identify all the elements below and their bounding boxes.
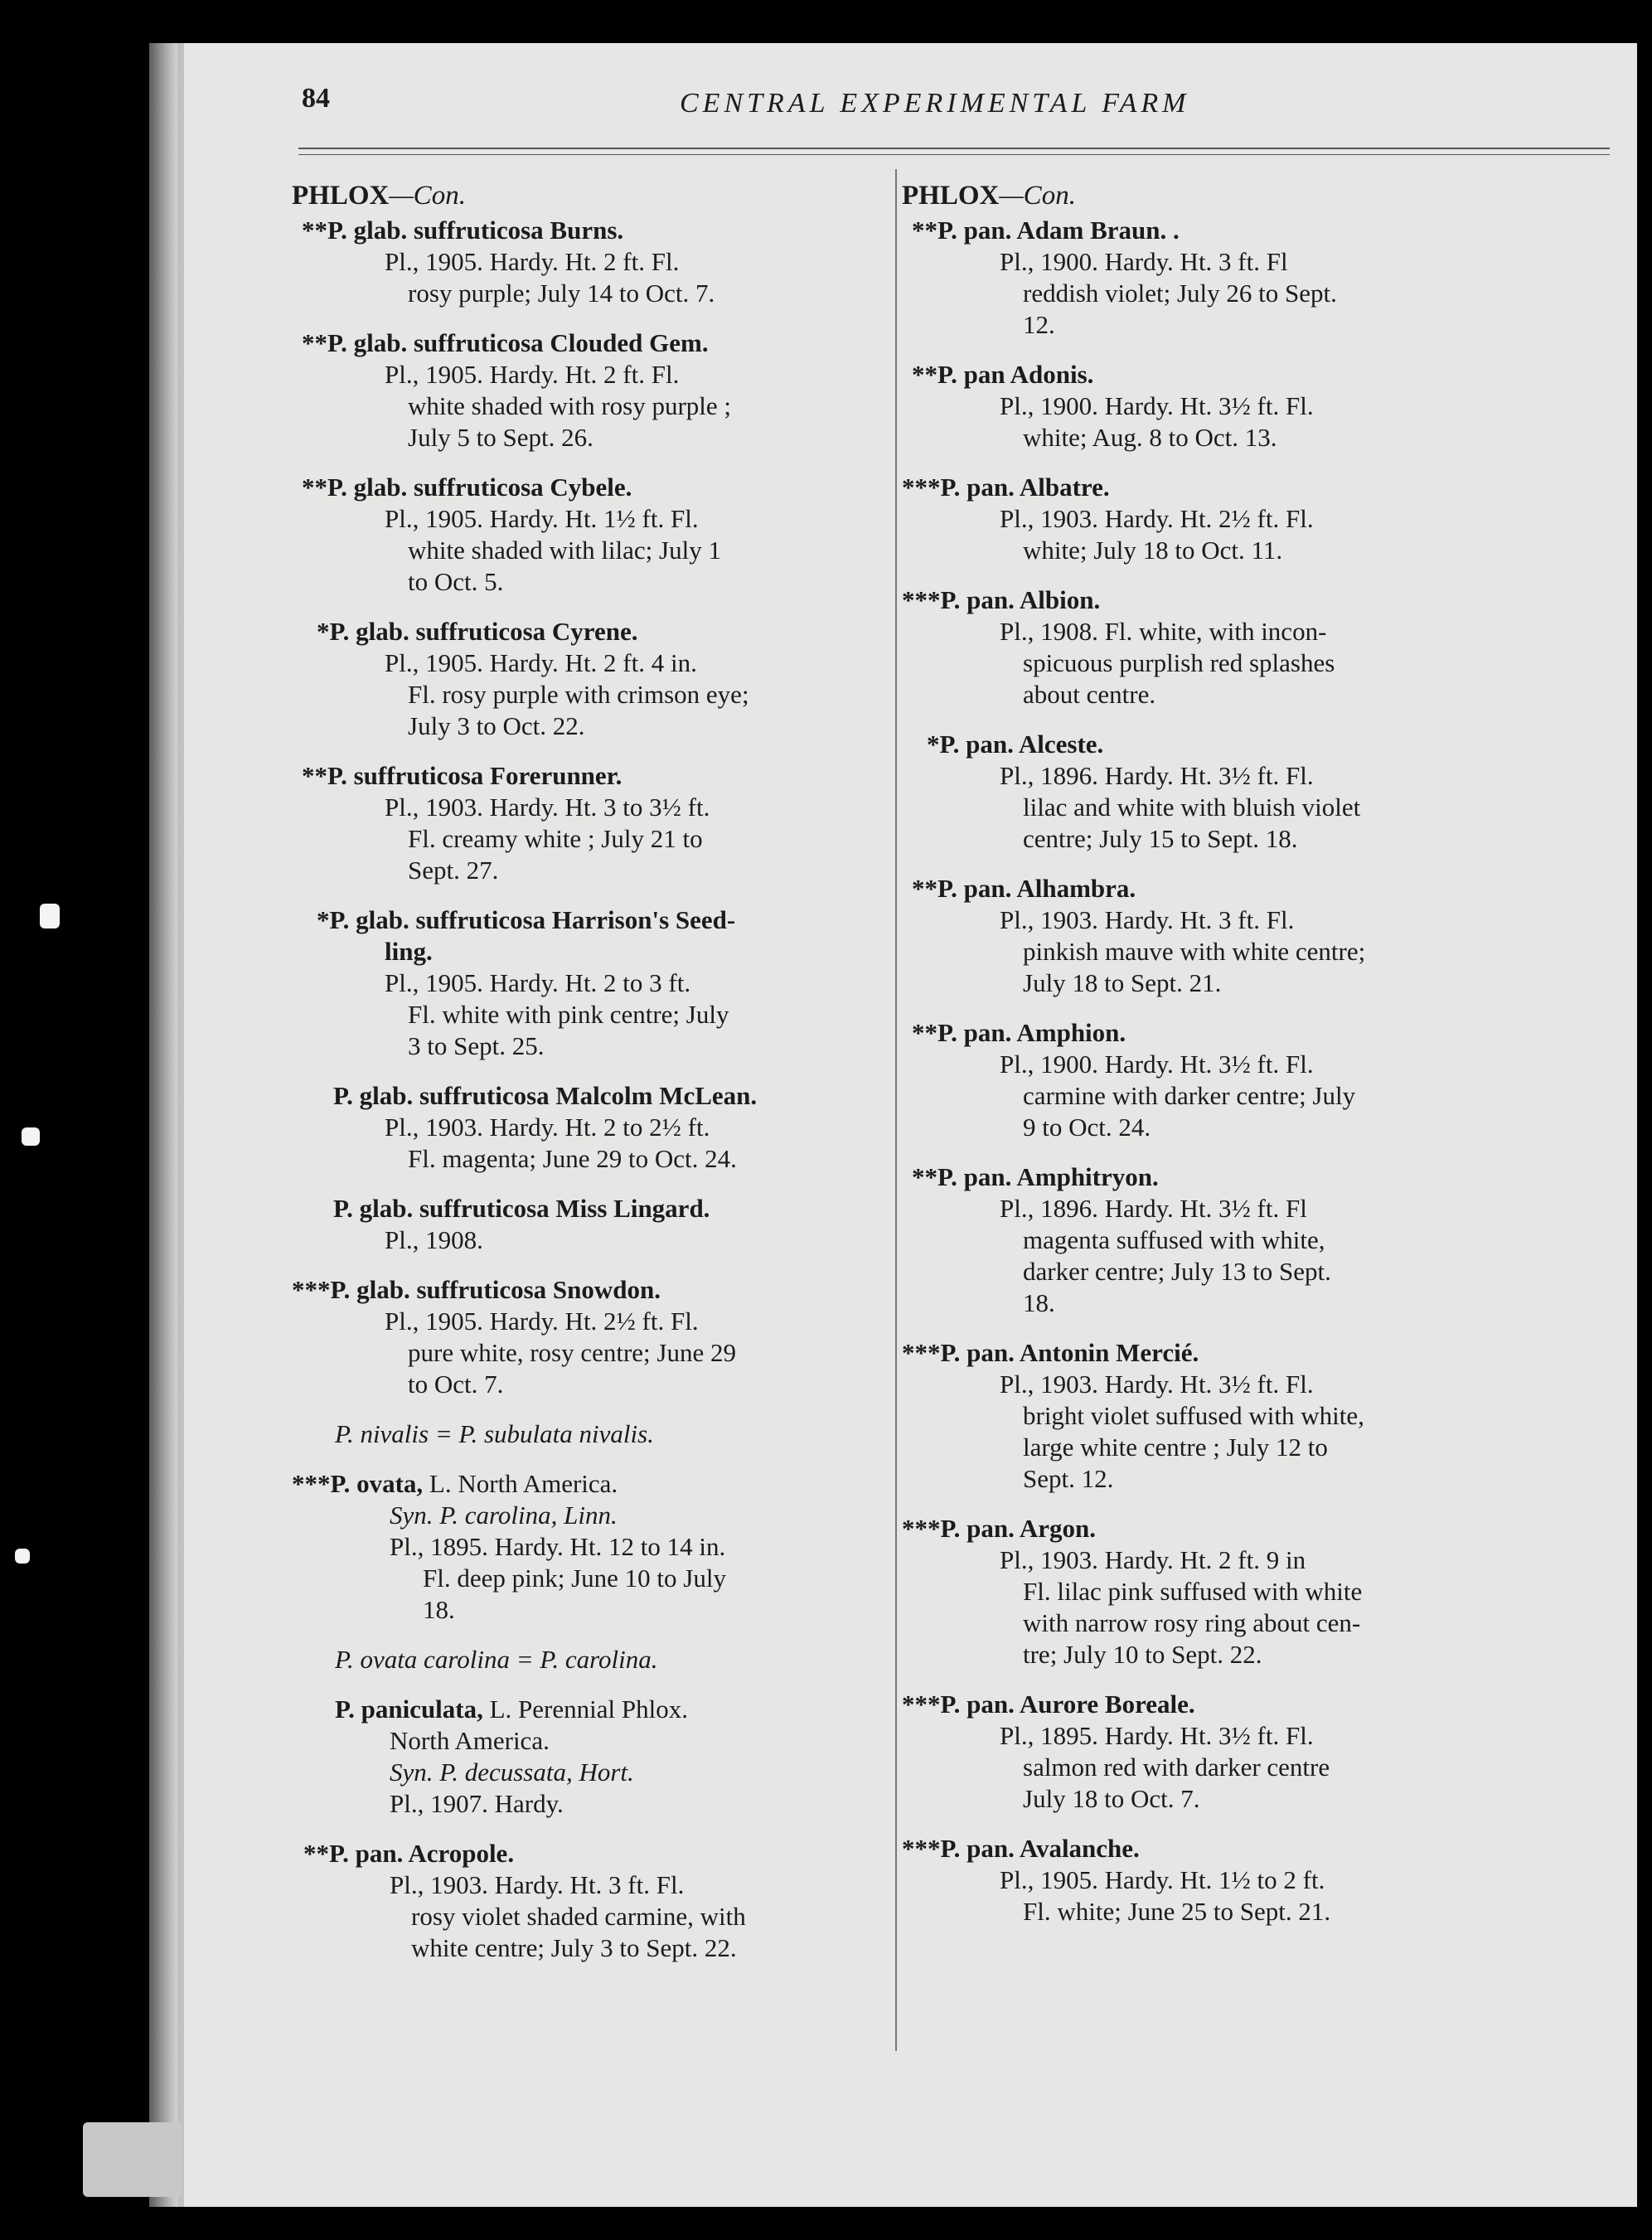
entry-desc-line: Pl., 1905. Hardy. Ht. 2 to 3 ft. [385, 968, 691, 997]
entry-desc-line: 12. [1023, 310, 1055, 339]
entry-name [303, 1838, 882, 1869]
page-number: 84 [302, 83, 330, 114]
entry [902, 359, 1625, 453]
entry-desc-line: Fl. rosy purple with crimson eye; [408, 680, 749, 709]
entry-desc-line: Pl., 1905. Hardy. Ht. 1½ to 2 ft. [1000, 1865, 1325, 1894]
entry-desc-line: Fl. deep pink; June 10 to July [423, 1564, 726, 1593]
entry-name [902, 1833, 1625, 1864]
entry-desc-line: lilac and white with bluish violet [1023, 793, 1361, 822]
entry-title: P. pan. Albatre. [940, 473, 1110, 502]
book-gutter-edge [177, 43, 184, 2207]
entry-name [927, 729, 1625, 760]
entry [902, 1689, 1625, 1815]
entry-desc-line: Pl., 1903. Hardy. Ht. 2½ ft. Fl. [1000, 504, 1314, 533]
heading-genus: PHLOX [902, 181, 1000, 211]
entry-desc-line: Sept. 27. [408, 856, 499, 885]
entry-desc-line: white shaded with lilac; July 1 [408, 536, 721, 565]
entry-stars: *** [902, 1514, 941, 1543]
entry-desc-line: spicuous purplish red splashes [1023, 648, 1335, 677]
entry-desc-line: white shaded with rosy purple ; [408, 391, 732, 420]
entry [902, 1833, 1625, 1927]
entry-desc-line: Pl., 1896. Hardy. Ht. 3½ ft. Fl [1000, 1194, 1307, 1223]
entry-title: P. pan. Alceste. [939, 730, 1104, 759]
entry-desc-line: tre; July 10 to Sept. 22. [1023, 1640, 1262, 1669]
cross-reference-note: P. ovata carolina = P. carolina. [335, 1645, 658, 1674]
heading-suffix: —Con. [389, 181, 466, 211]
entry-name [902, 1513, 1625, 1544]
entry-desc-line: pinkish mauve with white centre; [1023, 937, 1366, 966]
entry-desc-line: Fl. creamy white ; July 21 to [408, 824, 703, 853]
entry-name [302, 327, 882, 359]
entry-stars: ** [912, 216, 937, 245]
entry-title: P. glab. suffruticosa Snowdon. [330, 1275, 661, 1304]
entry-stars: * [927, 730, 940, 759]
entry-title: P. pan. Amphitryon. [937, 1162, 1159, 1191]
entry-title: P. glab. suffruticosa Burns. [327, 216, 624, 245]
entry-title: P. pan. Adam Braun. . [937, 216, 1180, 245]
left-entries [292, 215, 882, 1400]
entry-desc-line: Pl., 1903. Hardy. Ht. 3 to 3½ ft. [385, 793, 710, 822]
entry-synonym: Syn. P. decussata, Hort. [390, 1758, 634, 1787]
running-head: CENTRAL EXPERIMENTAL FARM [680, 88, 1190, 119]
entry-name [912, 359, 1625, 390]
entry-title: P. pan Adonis. [937, 360, 1094, 389]
torn-corner [83, 2122, 182, 2197]
entry-desc-line: July 3 to Oct. 22. [408, 711, 585, 740]
entry [292, 1274, 882, 1400]
heading-suffix: —Con. [999, 181, 1076, 211]
entry-title: P. pan. Antonin Mercié. [940, 1338, 1199, 1367]
entry-title: P. suffruticosa Forerunner. [327, 761, 623, 790]
entry-name [333, 1193, 882, 1224]
entry-desc-line: with narrow rosy ring about cen- [1023, 1608, 1361, 1637]
entry-stars: ** [912, 874, 937, 903]
entry-synonym: Syn. P. carolina, Linn. [390, 1501, 618, 1530]
entry-name-continuation: ling. [385, 937, 433, 966]
entry-stars: ** [302, 761, 327, 790]
scanned-page [149, 43, 1637, 2207]
entry-desc-line: carmine with darker centre; July [1023, 1081, 1356, 1110]
entry [292, 1080, 882, 1175]
entry-desc-line: July 18 to Sept. 21. [1023, 968, 1222, 997]
entry-title: P. glab. suffruticosa Harrison's Seed- [329, 905, 736, 934]
entry-title: P. pan. Alhambra. [937, 874, 1136, 903]
entry-acropole [292, 1838, 882, 1964]
entry-name [902, 1337, 1625, 1369]
scan-blemish [15, 1549, 30, 1564]
entry [292, 904, 882, 1062]
entry-name [302, 215, 882, 246]
entry [902, 584, 1625, 710]
entry-desc-line: Pl., 1896. Hardy. Ht. 3½ ft. Fl. [1000, 761, 1314, 790]
entry-desc-line: salmon red with darker centre [1023, 1753, 1330, 1782]
entry-desc-line: Sept. 12. [1023, 1464, 1114, 1493]
entry [292, 760, 882, 886]
entry-name [317, 616, 882, 647]
entry-desc-line: centre; July 15 to Sept. 18. [1023, 824, 1298, 853]
entry-desc-line: Pl., 1908. Fl. white, with incon- [1000, 617, 1327, 646]
entry-desc-line: white; July 18 to Oct. 11. [1023, 536, 1283, 565]
entry [902, 215, 1625, 341]
entry-desc-line: reddish violet; July 26 to Sept. [1023, 279, 1337, 308]
entry-desc-line: white centre; July 3 to Sept. 22. [411, 1933, 737, 1962]
entry [902, 1161, 1625, 1319]
entry-name [302, 760, 882, 792]
entry-desc-line: North America. [390, 1726, 550, 1755]
cross-reference-note: P. nivalis = P. subulata nivalis. [335, 1419, 654, 1448]
entry-desc-line: July 18 to Oct. 7. [1023, 1784, 1200, 1813]
entry-desc-line: bright violet suffused with white, [1023, 1401, 1364, 1430]
entry-desc-line: white; Aug. 8 to Oct. 13. [1023, 423, 1277, 452]
entry-name [912, 215, 1625, 246]
entry-name [317, 904, 882, 936]
entry-desc-line: 18. [423, 1595, 455, 1624]
entry-title: P. pan. Amphion. [937, 1018, 1126, 1047]
entry-stars: ** [302, 328, 327, 357]
entry-author: L. North America. [423, 1469, 618, 1498]
entry-title: P. pan. Albion. [940, 585, 1101, 614]
entry-title: P. glab. suffruticosa Cyrene. [329, 617, 638, 646]
entry-stars: ** [303, 1839, 329, 1868]
entry-name [912, 1161, 1625, 1193]
entry-desc-line: rosy purple; July 14 to Oct. 7. [408, 279, 715, 308]
entry [292, 327, 882, 453]
entry-stars: *** [902, 1834, 941, 1863]
entry-stars: ** [912, 1162, 937, 1191]
book-gutter [149, 43, 177, 2207]
entry [902, 729, 1625, 855]
entry-name [335, 1694, 882, 1725]
entry-desc-line: 18. [1023, 1288, 1055, 1317]
entry-desc-line: Fl. white with pink centre; July [408, 1000, 729, 1029]
entry-title: P. pan. Avalanche. [940, 1834, 1140, 1863]
entry-author: L. Perennial Phlox. [482, 1695, 688, 1724]
entry-desc-line: Pl., 1900. Hardy. Ht. 3 ft. Fl [1000, 247, 1288, 276]
entry-name [902, 584, 1625, 616]
entry [902, 1337, 1625, 1495]
entry-ovata [292, 1468, 882, 1626]
right-entries [902, 215, 1625, 1927]
heading-genus: PHLOX [292, 181, 390, 211]
entry-stars: *** [902, 473, 941, 502]
entry [292, 1193, 882, 1256]
entry [902, 1017, 1625, 1143]
entry-desc-line: magenta suffused with white, [1023, 1225, 1325, 1254]
entry-title: P. glab. suffruticosa Miss Lingard. [333, 1194, 710, 1223]
entry-name [902, 472, 1625, 503]
entry-title: P. paniculata, [335, 1695, 483, 1724]
entry-name [912, 873, 1625, 904]
entry-name [912, 1017, 1625, 1049]
entry-stars: ** [912, 1018, 937, 1047]
entry-desc-line: Pl., 1903. Hardy. Ht. 2 ft. 9 in [1000, 1545, 1306, 1574]
entry-desc-line: Fl. magenta; June 29 to Oct. 24. [408, 1144, 737, 1173]
entry-desc-line: about centre. [1023, 680, 1156, 709]
entry-desc-line: Pl., 1903. Hardy. Ht. 2 to 2½ ft. [385, 1113, 710, 1142]
entry-desc-line: Fl. lilac pink suffused with white [1023, 1577, 1363, 1606]
entry-desc-line: darker centre; July 13 to Sept. [1023, 1257, 1331, 1286]
entry-desc-line: pure white, rosy centre; June 29 [408, 1338, 736, 1367]
entry [292, 616, 882, 742]
scan-blemish [22, 1127, 40, 1146]
entry-stars: *** [902, 1338, 941, 1367]
entry-name [302, 472, 882, 503]
entry-desc-line: Pl., 1895. Hardy. Ht. 3½ ft. Fl. [1000, 1721, 1314, 1750]
entry-title: P. pan. Acropole. [329, 1839, 515, 1868]
entry-desc-line: Pl., 1903. Hardy. Ht. 3 ft. Fl. [390, 1870, 685, 1899]
entry-desc-line: Pl., 1900. Hardy. Ht. 3½ ft. Fl. [1000, 391, 1314, 420]
left-column [292, 180, 882, 1982]
entry [902, 873, 1625, 999]
entry-stars: *** [902, 1690, 941, 1719]
entry-paniculata [292, 1694, 882, 1820]
entry-desc-line: Pl., 1905. Hardy. Ht. 2 ft. 4 in. [385, 648, 697, 677]
entry-stars: *** [902, 585, 941, 614]
header-rule [298, 148, 1610, 149]
entry-stars: *** [292, 1469, 331, 1498]
entry-desc-line: large white centre ; July 12 to [1023, 1433, 1328, 1462]
entry-desc-line: Fl. white; June 25 to Sept. 21. [1023, 1897, 1331, 1926]
entry-stars: * [317, 905, 330, 934]
entry-desc-line: 9 to Oct. 24. [1023, 1113, 1151, 1142]
entry-desc-line: to Oct. 5. [408, 567, 504, 596]
scan-blemish [40, 904, 60, 928]
header-rule-thin [298, 154, 1610, 155]
entry-desc-line: Pl., 1908. [385, 1225, 483, 1254]
entry-desc-line: Pl., 1905. Hardy. Ht. 2 ft. Fl. [385, 247, 680, 276]
entry-desc-line: July 5 to Sept. 26. [408, 423, 593, 452]
entry-stars: ** [912, 360, 937, 389]
entry-desc-line: Pl., 1900. Hardy. Ht. 3½ ft. Fl. [1000, 1050, 1314, 1079]
entry-name [292, 1274, 882, 1306]
entry-desc-line: Pl., 1907. Hardy. [390, 1789, 564, 1818]
right-column [902, 180, 1625, 1946]
entry-title: P. glab. suffruticosa Cybele. [327, 473, 632, 502]
entry-desc-line: Pl., 1905. Hardy. Ht. 1½ ft. Fl. [385, 504, 699, 533]
entry-desc-line: to Oct. 7. [408, 1370, 504, 1399]
entry-title: P. ovata, [330, 1469, 424, 1498]
entry [902, 472, 1625, 566]
entry-desc-line: rosy violet shaded carmine, with [411, 1902, 746, 1931]
entry-stars: ** [302, 473, 327, 502]
column-heading [292, 180, 882, 211]
entry-desc-line: Pl., 1903. Hardy. Ht. 3 ft. Fl. [1000, 905, 1295, 934]
entry-name [333, 1080, 882, 1112]
entry-title: P. glab. suffruticosa Clouded Gem. [327, 328, 709, 357]
entry-name [902, 1689, 1625, 1720]
entry-stars: ** [302, 216, 327, 245]
entry-title: P. pan. Argon. [940, 1514, 1096, 1543]
entry-desc-line: 3 to Sept. 25. [408, 1031, 545, 1060]
entry-name [292, 1468, 882, 1500]
column-divider [895, 169, 897, 2051]
entry-title: P. pan. Aurore Boreale. [940, 1690, 1195, 1719]
entry-stars: *** [292, 1275, 331, 1304]
entry-desc-line: Pl., 1905. Hardy. Ht. 2½ ft. Fl. [385, 1307, 699, 1336]
entry-desc-line: Pl., 1895. Hardy. Ht. 12 to 14 in. [390, 1532, 726, 1561]
entry [902, 1513, 1625, 1670]
entry-desc-line: Pl., 1903. Hardy. Ht. 3½ ft. Fl. [1000, 1370, 1314, 1399]
entry-title: P. glab. suffruticosa Malcolm McLean. [333, 1081, 758, 1110]
entry [292, 215, 882, 309]
entry [292, 472, 882, 598]
entry-stars: * [317, 617, 330, 646]
column-heading [902, 180, 1625, 211]
entry-desc-line: Pl., 1905. Hardy. Ht. 2 ft. Fl. [385, 360, 680, 389]
